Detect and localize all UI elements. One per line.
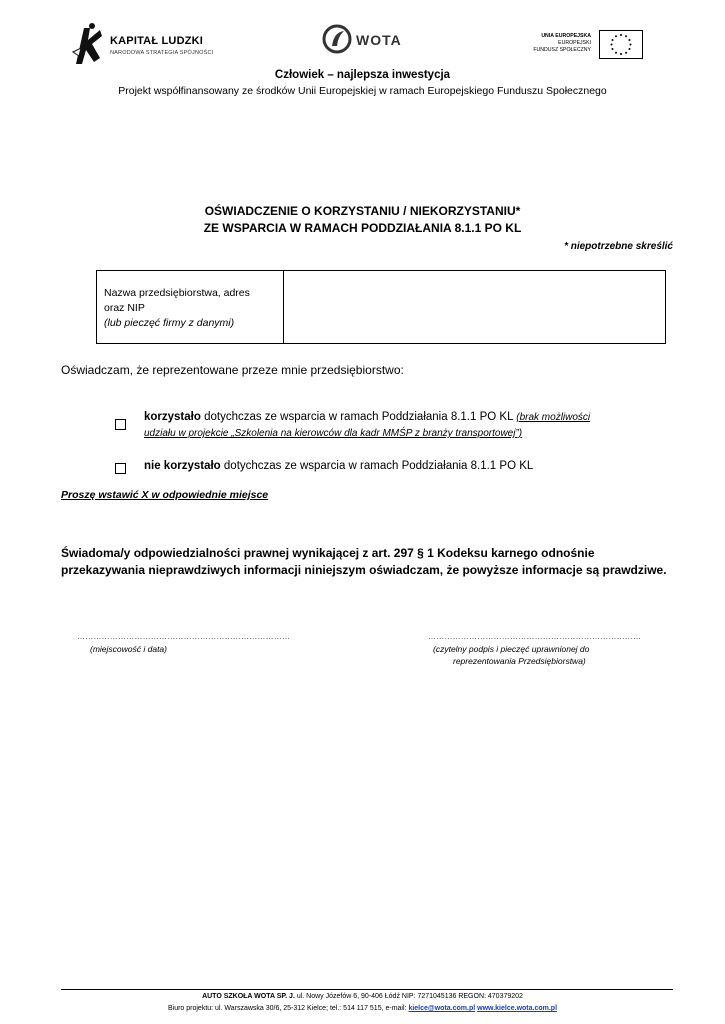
not-used-checkbox[interactable] [115,463,126,474]
company-label-line-2: oraz NIP [104,302,145,314]
footer-office-line [0,1005,725,1012]
option-not-used-text: dotychczas ze wsparcia w ramach Poddziałania 8.1.1 PO KL [220,460,534,472]
eu-flag-icon [599,30,643,59]
company-label-line-3: (lub pieczęć firmy z danymi) [104,317,235,329]
company-label-cell [97,271,284,343]
footer-email-link[interactable]: kielce@wota.com.pl [408,1005,476,1012]
option-used-note-2: udziału w projekcie „Szkolenia na kierowców dla kadr MMŚP z branży transportowej”) [144,428,523,439]
place-date-line[interactable]: …………………………………………………………………… [77,632,291,641]
footer-divider [61,989,673,990]
footer-company-name: AUTO SZKOŁA WOTA SP. J. [202,993,295,1000]
eu-line-1: UNIA EUROPEJSKA [541,33,591,39]
signature-caption-line-2: reprezentowania Przedsiębiorstwa) [453,656,586,666]
option-used-note-1: (brak możliwości [516,412,591,423]
slogan: Człowiek – najlepsza inwestycja [274,69,451,81]
eu-line-3: FUNDUSZ SPOŁECZNY [533,47,591,53]
place-date-caption: (miejscowość i data) [90,644,167,654]
kapital-ludzki-logo [70,22,220,66]
footer-website-link[interactable]: www.kielce.wota.com.pl [477,1005,558,1012]
instruction-note: Proszę wstawić X w odpowiednie miejsce [61,489,269,501]
eu-logo [525,30,645,62]
document-title-line-2: ZE WSPARCIA W RAMACH PODDZIAŁANIA 8.1.1 PO KL [203,221,522,235]
awareness-statement: Świadoma/y odpowiedzialności prawnej wynikającej z art. 297 § 1 Kodeksu karnego odnośnie przekazywania nieprawdziwych informacji niniejszym oświadczam, że powyższe informacje są prawdziwe. [61,546,667,577]
company-value-field[interactable] [284,271,665,343]
company-label-line-1: Nazwa przedsiębiorstwa, adres [104,287,250,299]
cofunding-note: Projekt współfinansowany ze środków Unii Europejskiej w ramach Europejskiego Funduszu Społecznego [118,85,607,97]
kapital-ludzki-name: KAPITAŁ LUDZKI [110,35,204,47]
option-used-text: dotychczas ze wsparcia w ramach Poddziałania 8.1.1 PO KL [200,411,517,423]
kapital-ludzki-subtitle: NARODOWA STRATEGIA SPÓJNOŚCI [110,50,214,56]
document-title-line-1: OŚWIADCZENIE O KORZYSTANIU / NIEKORZYSTANIU* [204,204,521,218]
strike-note: * niepotrzebne skreślić [564,241,673,252]
wota-emblem-icon [322,24,352,54]
company-info-table [96,270,666,344]
declaration-intro: Oświadczam, że reprezentowane przeze mnie przedsiębiorstwo: [61,363,404,377]
option-not-used-bold: nie korzystało [144,460,221,472]
option-not-used-line [144,460,533,472]
footer-address: ul. Nowy Józefów 6, 90-406 Łódź NIP: 7271045136 REGON: 470379202 [294,993,523,1000]
signature-line[interactable]: …………………………………………………………………… [428,632,642,641]
footer-company-line [0,993,725,1000]
wota-name: WOTA [356,32,402,48]
option-used-line-1 [144,411,590,423]
option-used-bold: korzystało [144,411,201,423]
wota-logo [322,24,408,56]
kapital-ludzki-emblem-icon [70,22,106,66]
eu-line-2: EUROPEJSKI [558,40,591,46]
signature-caption-line-1: (czytelny podpis i pieczęć uprawnionej do [433,644,590,654]
used-checkbox[interactable] [115,419,126,430]
footer-office: Biuro projektu: ul. Warszawska 30/6, 25-312 Kielce; tel.: 514 117 515, e-mail: [167,1005,409,1012]
